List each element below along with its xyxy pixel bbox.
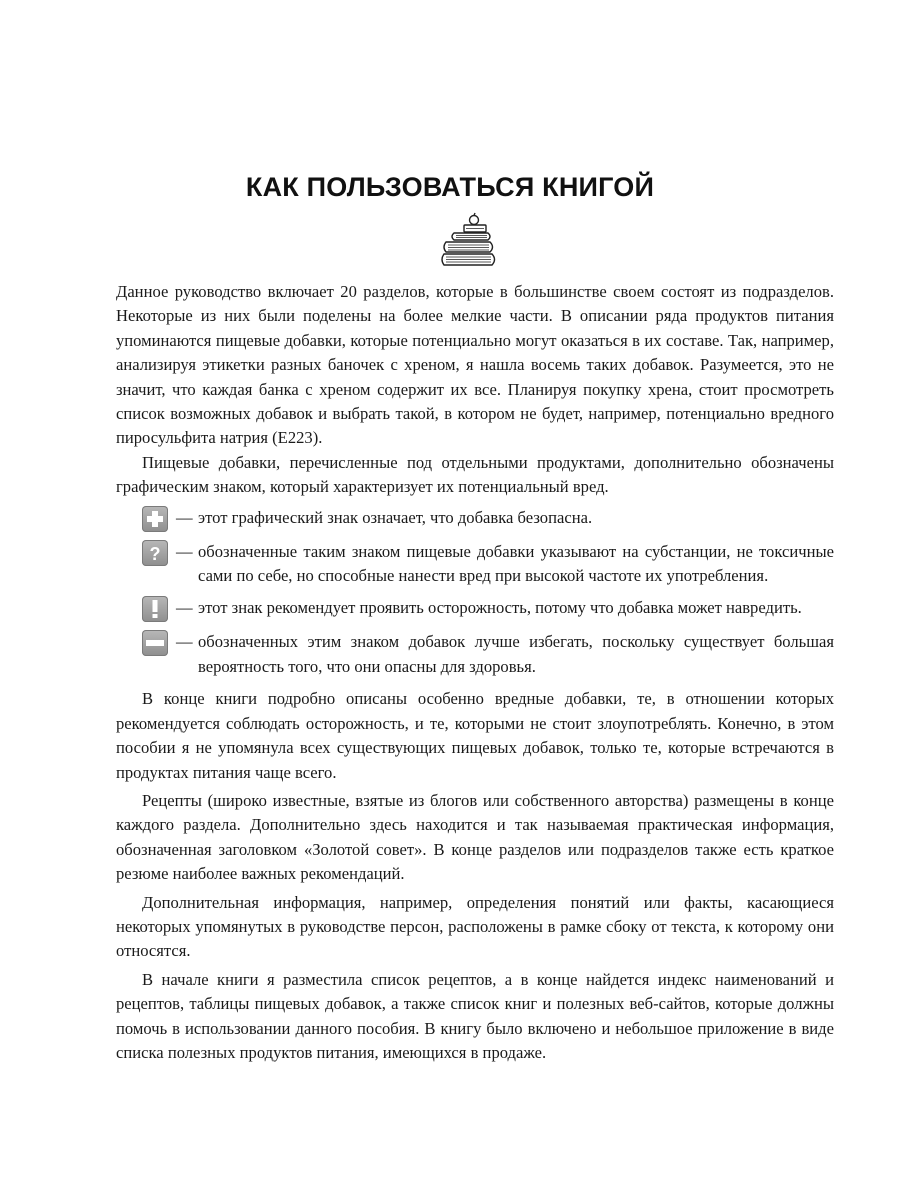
legend-item-caution: [142, 596, 834, 622]
question-icon: [142, 540, 168, 566]
legend-item-safe: [142, 506, 834, 532]
legend-dash: —: [176, 541, 193, 561]
legend-text: этот знак рекомендует проявить осторожность, потому что добавка может навредить.: [198, 598, 802, 618]
intro-paragraph-2: Пищевые добавки, перечисленные под отдельными продуктами, дополнительно обозначены графическим знаком, который характеризует их потенциальный вред.: [116, 452, 834, 497]
legend-item-avoid: [142, 630, 834, 679]
legend-dash: —: [176, 598, 193, 618]
legend-dash: —: [176, 632, 193, 652]
svg-text:?: ?: [149, 543, 161, 564]
additive-legend: [116, 506, 834, 680]
intro-paragraph-1: Данное руководство включает 20 разделов, которые в большинстве своем состоят из подразделов. Некоторые из них были поделены на более мелкие части. В описании ряда продуктов питания упоминаются пищевые добавки, которые потенциально могут оказаться в их составе. Так, например, анализируя этикетки разных баночек с хреном, я нашла восемь таких добавок. Разумеется, это не значит, что каждая банка с хреном содержит их все. Планируя покупку хрена, стоит просмотреть список возможных добавок и выбрать такой, в котором не будет, например, потенциально вредного пиросульфита натрия (E223).: [116, 282, 834, 448]
legend-dash: —: [176, 507, 193, 527]
plus-icon: [142, 506, 168, 532]
page-title: КАК ПОЛЬЗОВАТЬСЯ КНИГОЙ: [245, 172, 655, 202]
exclamation-icon: [142, 596, 168, 622]
body-paragraph-2: Рецепты (широко известные, взятые из блогов или собственного авторства) размещены в конце каждого раздела. Дополнительно здесь находится и так называемая практическая информация, обозначенная заголовком «Золотой совет». В конце разделов или подразделов также есть краткое резюме наиболее важных рекомендаций.: [116, 790, 834, 884]
legend-text: обозначенных этим знаком добавок лучше избегать, поскольку существует большая вероятность того, что они опасны для здоровья.: [198, 632, 834, 676]
books-with-apple-icon: [440, 212, 504, 276]
body-paragraph-4: В начале книги я разместила список рецептов, а в конце найдется индекс наименований и рецептов, таблицы пищевых добавок, а также список книг и полезных веб-сайтов, которые должны помочь в использовании данного пособия. В книгу было включено и небольшое приложение в виде списка полезных продуктов питания, имеющихся в продаже.: [116, 969, 834, 1062]
legend-text: этот графический знак означает, что добавка безопасна.: [198, 507, 593, 527]
body-paragraph-3: Дополнительная информация, например, определения понятий или факты, касающиеся некоторых упомянутых в руководстве персон, расположены в рамке сбоку от текста, к которому они относятся.: [116, 892, 834, 961]
minus-icon: [142, 630, 168, 656]
legend-text: обозначенные таким знаком пищевые добавки указывают на субстанции, не токсичные сами по себе, но способные нанести вред при высокой частоте их употребления.: [198, 541, 834, 586]
body-paragraph-1: В конце книги подробно описаны особенно вредные добавки, те, в отношении которых рекомендуется соблюдать осторожность, и те, которыми не стоит злоупотреблять. Конечно, в этом пособии я не упомянула всех существующих пищевых добавок, только те, которые встречаются в продуктах питания чаще всего.: [116, 689, 834, 782]
page-content: [116, 280, 834, 1065]
legend-item-frequency-caution: [142, 540, 834, 589]
